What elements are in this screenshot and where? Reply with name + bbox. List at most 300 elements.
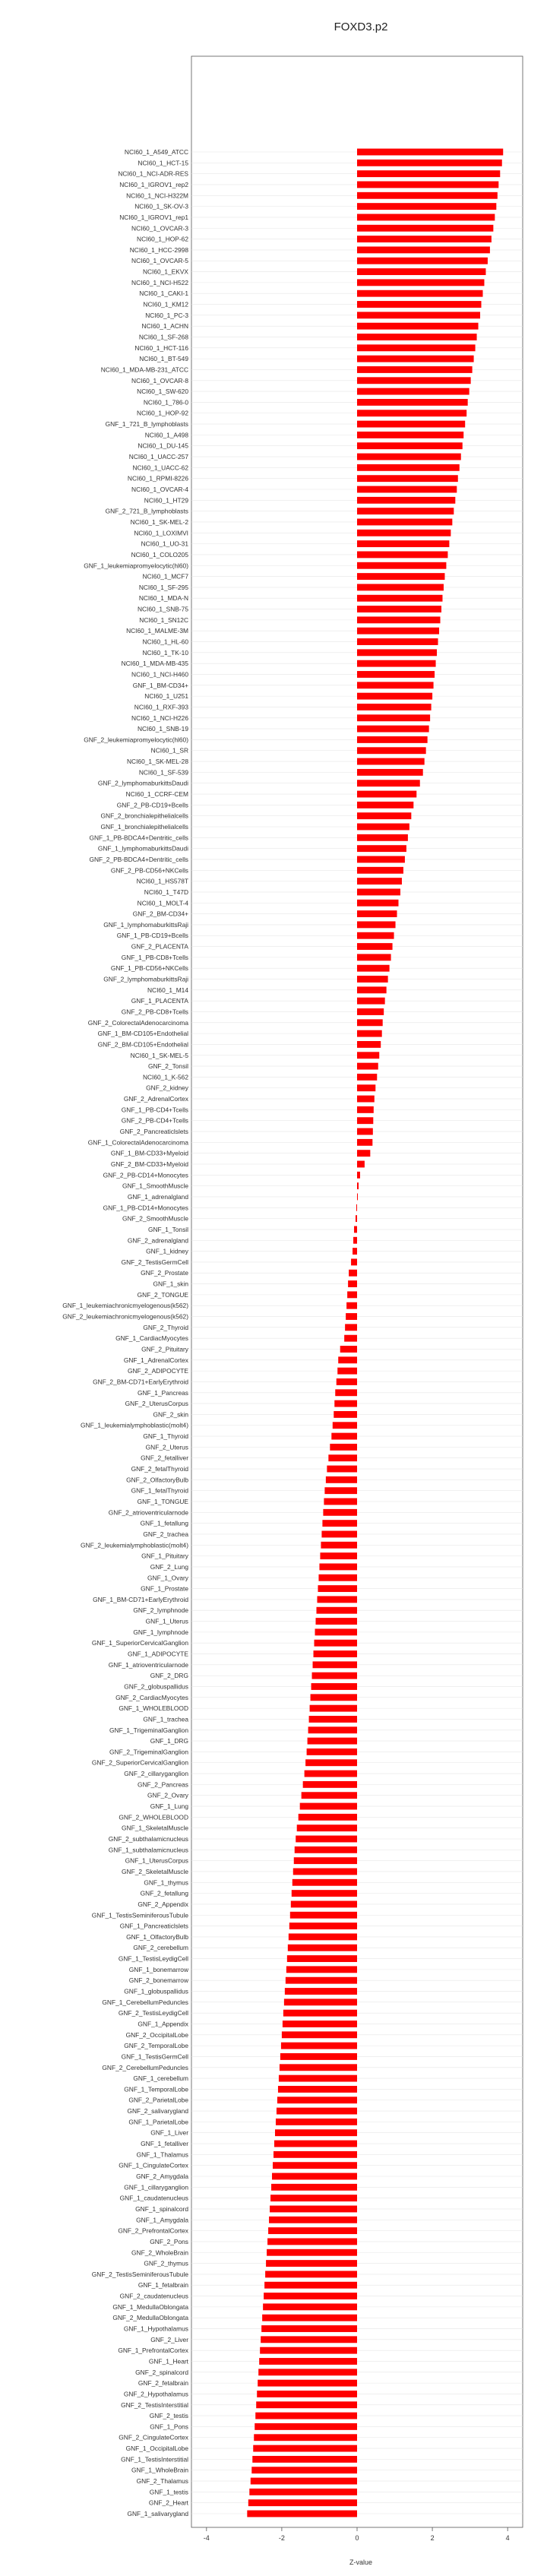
- category-label: GNF_1_lymphomaburkittsDaudi: [97, 844, 188, 853]
- category-label: NCI60_1_SF-268: [138, 333, 188, 341]
- category-label: GNF_1_Appendix: [138, 2020, 188, 2028]
- category-label: GNF_2_testis: [149, 2412, 188, 2420]
- category-label: NCI60_1_OVCAR-5: [131, 257, 188, 265]
- bar: [357, 454, 461, 460]
- category-label: GNF_1_PB-CD56+NKCells: [110, 964, 188, 973]
- bar: [357, 410, 466, 416]
- bar: [357, 769, 423, 776]
- bar: [312, 1673, 357, 1679]
- bar: [357, 747, 426, 754]
- bar: [357, 649, 437, 656]
- category-label: GNF_2_BM-CD71+EarlyErythroid: [93, 1378, 188, 1386]
- category-label: GNF_1_Thyroid: [143, 1432, 188, 1441]
- category-label: GNF_1_BM-CD33+Myeloid: [110, 1149, 188, 1157]
- x-axis-label: Z-value: [349, 2559, 373, 2566]
- x-tick-label: -4: [203, 2534, 210, 2542]
- category-label: GNF_2_Pons: [150, 2237, 188, 2245]
- category-label: NCI60_1_HL-60: [142, 638, 188, 646]
- category-label: GNF_2_caudatenucleus: [119, 2292, 188, 2300]
- category-label: GNF_1_PB-BDCA4+Dentritic_cells: [89, 834, 188, 842]
- bar: [321, 1531, 357, 1538]
- category-label: NCI60_1_NCI-H322M: [126, 191, 188, 200]
- category-label: NCI60_1_NCI-H226: [131, 714, 188, 722]
- category-label: GNF_2_atrioventricularnode: [108, 1508, 188, 1517]
- bar: [267, 2249, 357, 2256]
- bar: [257, 2391, 357, 2397]
- category-label: GNF_1_Pons: [150, 2423, 188, 2431]
- bar: [357, 1008, 384, 1015]
- category-label: GNF_2_fetallung: [140, 1889, 188, 1897]
- category-label: GNF_1_ADIPOCYTE: [127, 1650, 188, 1658]
- bar: [357, 1084, 375, 1091]
- category-label: GNF_2_CingulateCortex: [119, 2433, 188, 2442]
- category-label: NCI60_1_MDA-N: [138, 594, 188, 603]
- bar: [251, 2478, 357, 2485]
- bar: [273, 2162, 357, 2169]
- bar: [357, 323, 479, 330]
- category-label: GNF_1_Tonsil: [147, 1225, 188, 1233]
- category-label: GNF_2_UterusCorpus: [125, 1400, 188, 1408]
- category-label: NCI60_1_HT29: [144, 496, 188, 505]
- bar: [277, 2097, 357, 2103]
- category-label: NCI60_1_SK-MEL-2: [130, 517, 188, 526]
- bar: [357, 986, 387, 993]
- category-label: GNF_1_MedullaOblongata: [112, 2302, 188, 2311]
- bar: [357, 301, 482, 308]
- bar: [330, 1444, 357, 1451]
- category-label: GNF_2_Pancreas: [137, 1780, 188, 1789]
- category-label: GNF_1_OccipitalLobe: [125, 2445, 188, 2453]
- category-label: GNF_2_thymus: [144, 2259, 188, 2267]
- bar: [357, 682, 434, 688]
- category-label: NCI60_1_MDA-MB-231_ATCC: [100, 366, 188, 374]
- bar: [308, 1726, 357, 1733]
- bar: [357, 791, 416, 798]
- category-label: GNF_1_PB-CD8+Tcells: [121, 953, 188, 961]
- bar: [357, 802, 413, 809]
- category-label: NCI60_1_786-0: [143, 398, 188, 407]
- bar: [349, 1270, 357, 1277]
- bar: [294, 1857, 357, 1864]
- category-label: GNF_2_CerebellumPeduncles: [102, 2063, 188, 2071]
- bar: [314, 1650, 357, 1657]
- category-label: GNF_1_Hypothalamus: [123, 2324, 188, 2333]
- category-label: GNF_2_TestisInterstitial: [121, 2400, 188, 2409]
- bar: [266, 2260, 357, 2267]
- category-label: GNF_2_cillaryganglion: [124, 1770, 188, 1778]
- category-label: GNF_1_Lung: [150, 1802, 188, 1811]
- category-label: GNF_1_TestisSeminiferousTubule: [91, 1911, 188, 1919]
- bar: [357, 182, 498, 188]
- category-label: GNF_2_721_B_lymphoblasts: [105, 507, 188, 515]
- bar: [333, 1422, 357, 1429]
- category-label: GNF_1_Thalamus: [136, 2150, 188, 2159]
- category-label: GNF_1_PB-CD4+Tcells: [121, 1106, 188, 1114]
- category-label: GNF_1_globuspallidus: [124, 1987, 188, 1995]
- bar: [357, 149, 503, 156]
- bar: [281, 2043, 357, 2049]
- bar: [261, 2336, 357, 2343]
- bar: [287, 1955, 357, 1962]
- x-axis: [204, 2527, 510, 2542]
- bar: [357, 1030, 382, 1037]
- category-label: GNF_2_OlfactoryBulb: [126, 1476, 188, 1484]
- category-label: NCI60_1_HS578T: [136, 877, 188, 885]
- bar: [357, 366, 473, 373]
- category-label: GNF_2_BM-CD34+: [132, 910, 188, 918]
- bar: [318, 1574, 357, 1581]
- category-label: GNF_2_lymphnode: [133, 1606, 188, 1615]
- category-label: GNF_2_ParietalLobe: [128, 2096, 188, 2104]
- category-label: NCI60_1_DU-145: [138, 441, 188, 450]
- category-label: GNF_2_lymphomaburkittsRaji: [103, 975, 188, 983]
- category-label: GNF_1_Pituitary: [141, 1552, 188, 1560]
- category-label: NCI60_1_NCI-H522: [131, 278, 188, 286]
- bar: [274, 2141, 357, 2147]
- category-label: GNF_2_skin: [153, 1410, 188, 1419]
- bar: [303, 1781, 357, 1788]
- bar: [268, 2227, 357, 2234]
- category-label: GNF_1_cillaryganglion: [124, 2183, 188, 2191]
- bar: [356, 1215, 357, 1222]
- bar: [357, 356, 474, 362]
- bar: [357, 856, 405, 863]
- bar: [357, 921, 396, 928]
- category-label: NCI60_1_ACHN: [141, 322, 188, 331]
- category-label: GNF_1_BM-CD105+Endothelial: [97, 1030, 188, 1038]
- category-label: GNF_1_PrefrontalCortex: [118, 2347, 188, 2355]
- category-label: GNF_2_fetalliver: [141, 1454, 188, 1462]
- category-label: NCI60_1_SK-MEL-5: [130, 1051, 188, 1059]
- bar: [264, 2293, 357, 2299]
- chart-title: FOXD3.p2: [334, 21, 388, 33]
- category-label: GNF_2_Pancreaticlslets: [119, 1128, 188, 1136]
- category-label: GNF_2_Tonsil: [147, 1062, 188, 1071]
- category-label: GNF_2_Thalamus: [136, 2477, 188, 2486]
- bar: [292, 1890, 357, 1897]
- bar: [345, 1324, 357, 1331]
- category-label: GNF_1_fetalbrain: [138, 2281, 188, 2290]
- category-label: GNF_2_PB-CD56+NKCells: [110, 866, 188, 875]
- category-label: NCI60_1_MCF7: [142, 572, 188, 581]
- x-tick-label: -2: [278, 2534, 285, 2542]
- bar: [262, 2315, 357, 2321]
- category-label: GNF_2_Uterus: [145, 1443, 188, 1451]
- category-label: NCI60_1_CAKI-1: [139, 290, 188, 298]
- category-label: GNF_2_TestisLeydigCell: [118, 2009, 188, 2017]
- bar: [357, 508, 454, 514]
- category-label: GNF_1_Prostate: [141, 1584, 188, 1593]
- category-label: NCI60_1_A549_ATCC: [124, 148, 188, 156]
- category-label: GNF_2_Appendix: [138, 1900, 188, 1908]
- bar: [280, 2053, 357, 2060]
- category-label: GNF_2_trachea: [143, 1530, 188, 1538]
- bar: [278, 2086, 357, 2093]
- category-label: NCI60_1_KM12: [143, 300, 188, 309]
- bar: [357, 203, 496, 210]
- bar: [357, 377, 471, 384]
- bar: [357, 834, 408, 841]
- bar: [326, 1476, 357, 1483]
- bar: [337, 1368, 357, 1375]
- category-label: NCI60_1_HCC-2998: [129, 245, 188, 254]
- bar: [283, 2010, 357, 2017]
- category-label: GNF_1_testis: [149, 2488, 188, 2496]
- bar: [274, 2151, 357, 2158]
- bar: [357, 442, 463, 449]
- bar: [315, 1628, 357, 1635]
- bar: [357, 464, 460, 471]
- bar: [357, 540, 449, 547]
- category-label: GNF_1_CingulateCortex: [119, 2161, 188, 2169]
- bar: [282, 2031, 357, 2038]
- bar: [289, 1923, 357, 1929]
- bar: [316, 1618, 358, 1625]
- bar: [357, 812, 411, 819]
- category-label: GNF_2_fetalThyroid: [131, 1465, 188, 1473]
- category-label: NCI60_1_MDA-MB-435: [121, 660, 188, 668]
- bar: [327, 1466, 357, 1473]
- bar: [249, 2489, 357, 2495]
- bar: [357, 551, 447, 558]
- category-label: GNF_1_WHOLEBLOOD: [119, 1704, 188, 1713]
- category-labels: [62, 148, 189, 2517]
- bar: [357, 432, 463, 438]
- category-label: GNF_1_TestisGermCell: [121, 2052, 188, 2061]
- bar: [357, 910, 397, 917]
- category-label: NCI60_1_HCT-116: [134, 343, 188, 352]
- category-label: GNF_2_Hypothalamus: [123, 2390, 188, 2398]
- bar: [357, 236, 492, 242]
- bar: [279, 2075, 357, 2082]
- bar: [357, 1052, 379, 1059]
- bar: [357, 290, 482, 297]
- bar: [248, 2499, 357, 2506]
- category-label: GNF_2_subthalamicnucleus: [108, 1835, 188, 1843]
- bar: [253, 2445, 357, 2452]
- category-label: GNF_1_subthalamicnucleus: [108, 1846, 188, 1854]
- bar: [293, 1869, 357, 1875]
- category-label: GNF_1_Liver: [150, 2128, 188, 2137]
- category-label: NCI60_1_U251: [144, 692, 188, 701]
- bar: [357, 932, 394, 939]
- category-label: GNF_1_Amygdala: [136, 2216, 188, 2224]
- category-label: NCI60_1_NCI-ADR-RES: [118, 169, 188, 178]
- category-label: GNF_2_spinalcord: [135, 2368, 188, 2376]
- bar: [357, 628, 439, 635]
- category-label: GNF_1_CardiacMyocytes: [115, 1334, 188, 1343]
- bar: [297, 1824, 357, 1831]
- bar: [357, 160, 502, 166]
- bar: [334, 1400, 357, 1407]
- bar: [263, 2303, 357, 2310]
- bar: [357, 595, 442, 602]
- category-label: GNF_2_PLACENTA: [131, 942, 188, 951]
- bar: [357, 726, 429, 733]
- bar: [357, 1150, 370, 1157]
- bar: [280, 2064, 357, 2071]
- category-label: NCI60_1_HCT-15: [138, 159, 188, 167]
- category-label: NCI60_1_HOP-62: [137, 235, 188, 243]
- bar: [348, 1280, 357, 1287]
- bar: [357, 421, 465, 428]
- category-label: GNF_2_PB-CD4+Tcells: [121, 1116, 188, 1125]
- category-label: GNF_2_Thyroid: [143, 1323, 188, 1331]
- bar: [275, 2129, 357, 2136]
- bar: [357, 1117, 373, 1124]
- bar: [357, 1063, 378, 1070]
- category-label: GNF_1_leukemiapromyelocytic(hl60): [84, 562, 188, 570]
- category-label: GNF_2_AdrenalCortex: [123, 1095, 188, 1103]
- category-label: NCI60_1_UACC-62: [132, 464, 188, 472]
- category-label: NCI60_1_NCI-H460: [131, 670, 188, 679]
- category-label: GNF_1_Heart: [148, 2357, 188, 2366]
- bar: [357, 943, 393, 950]
- category-label: GNF_1_cerebellum: [133, 2074, 188, 2083]
- category-label: GNF_1_fetalliver: [141, 2140, 188, 2148]
- category-label: GNF_2_bonemarrow: [128, 1976, 188, 1985]
- bar: [357, 388, 470, 395]
- category-label: GNF_2_DRG: [150, 1672, 188, 1680]
- category-label: GNF_1_fetalThyroid: [131, 1486, 188, 1495]
- category-label: GNF_1_bronchialepithelialcells: [100, 823, 188, 831]
- bar: [357, 344, 476, 351]
- category-label: GNF_2_PB-CD8+Tcells: [121, 1008, 188, 1016]
- category-label: GNF_2_salivarygland: [127, 2107, 188, 2116]
- category-label: GNF_1_AdrenalCortex: [123, 1356, 188, 1364]
- bar: [357, 486, 457, 493]
- bar: [317, 1596, 357, 1603]
- category-label: GNF_2_BM-CD105+Endothelial: [97, 1040, 188, 1049]
- bar: [269, 2217, 357, 2223]
- category-label: GNF_1_trachea: [143, 1715, 188, 1723]
- category-label: NCI60_1_SF-295: [138, 583, 188, 591]
- bar: [322, 1520, 357, 1527]
- category-label: NCI60_1_SF-539: [138, 768, 188, 777]
- bar: [313, 1661, 357, 1668]
- bar: [286, 1966, 357, 1973]
- category-label: GNF_1_bonemarrow: [128, 1965, 188, 1973]
- category-label: GNF_1_caudatenucleus: [119, 2194, 188, 2202]
- category-label: NCI60_1_OVCAR-8: [131, 376, 188, 385]
- bar: [276, 2119, 357, 2125]
- bar: [337, 1378, 357, 1385]
- bar: [357, 584, 444, 590]
- category-label: GNF_1_adrenalgland: [127, 1192, 188, 1201]
- bar: [315, 1640, 357, 1647]
- category-label: NCI60_1_BT-549: [139, 355, 188, 363]
- category-label: GNF_1_skin: [153, 1280, 188, 1288]
- category-label: GNF_1_TestisLeydigCell: [118, 1954, 188, 1963]
- bar: [309, 1716, 357, 1723]
- category-label: GNF_2_Heart: [148, 2498, 188, 2507]
- category-label: GNF_1_UterusCorpus: [125, 1856, 188, 1865]
- bar: [255, 2423, 357, 2430]
- category-label: NCI60_1_RXF-393: [134, 703, 188, 711]
- category-label: GNF_1_spinalcord: [135, 2204, 188, 2213]
- bar: [357, 192, 498, 199]
- category-label: GNF_1_TrigeminalGanglion: [109, 1726, 188, 1734]
- category-label: GNF_1_Uterus: [145, 1617, 188, 1625]
- bar: [284, 1998, 357, 2005]
- bar: [357, 714, 430, 721]
- category-label: NCI60_1_CCRF-CEM: [125, 790, 188, 799]
- bar: [247, 2511, 357, 2517]
- bar: [357, 334, 477, 340]
- bar: [357, 660, 436, 667]
- category-label: NCI60_1_PC-3: [145, 311, 188, 319]
- category-label: GNF_2_CardiacMyocytes: [115, 1693, 188, 1701]
- bar: [320, 1552, 357, 1559]
- category-label: GNF_2_Amygdala: [136, 2173, 188, 2180]
- bar: [347, 1291, 357, 1298]
- category-label: NCI60_1_A498: [144, 431, 188, 439]
- category-label: GNF_1_SuperiorCervicalGanglion: [91, 1639, 188, 1647]
- bar: [258, 2380, 357, 2387]
- category-label: NCI60_1_SW-620: [137, 388, 188, 396]
- category-label: GNF_2_WHOLEBLOOD: [119, 1813, 188, 1821]
- bar: [311, 1694, 357, 1701]
- category-label: GNF_1_PB-CD14+Monocytes: [103, 1204, 188, 1212]
- category-label: GNF_2_PB-CD19+Bcells: [116, 801, 188, 809]
- category-label: GNF_2_adrenalgland: [127, 1236, 188, 1245]
- bar: [270, 2206, 357, 2213]
- bar: [357, 845, 406, 852]
- category-label: GNF_1_TestisInterstitial: [121, 2455, 188, 2464]
- category-label: NCI60_1_UO-31: [141, 540, 188, 548]
- category-label: GNF_2_PB-CD14+Monocytes: [103, 1171, 188, 1179]
- bar: [357, 780, 420, 786]
- category-label: GNF_2_bronchialepithelialcells: [100, 812, 188, 820]
- bar: [283, 2021, 357, 2027]
- category-label: GNF_2_kidney: [146, 1084, 188, 1092]
- bar: [357, 1019, 383, 1026]
- bar: [357, 562, 446, 569]
- bar: [324, 1487, 357, 1494]
- category-label: GNF_2_Lung: [150, 1562, 188, 1571]
- category-label: GNF_1_Ovary: [147, 1574, 188, 1582]
- category-label: GNF_1_kidney: [146, 1247, 188, 1255]
- bar: [357, 606, 441, 612]
- bar: [311, 1683, 357, 1690]
- category-label: NCI60_1_EKVX: [142, 267, 188, 276]
- bar: [254, 2434, 357, 2441]
- bar: [300, 1803, 357, 1810]
- category-label: GNF_1_thymus: [144, 1878, 188, 1887]
- category-label: GNF_1_Pancreas: [137, 1388, 188, 1397]
- category-label: NCI60_1_IGROV1_rep2: [119, 180, 188, 188]
- bar: [357, 704, 432, 710]
- bar: [357, 170, 500, 177]
- bar: [299, 1814, 357, 1821]
- x-tick-label: 4: [505, 2534, 510, 2542]
- bar: [353, 1237, 357, 1244]
- category-label: GNF_1_721_B_lymphoblasts: [105, 420, 188, 429]
- bar: [357, 1041, 381, 1048]
- category-label: GNF_2_TemporalLobe: [124, 2042, 188, 2050]
- category-label: NCI60_1_SNB-19: [137, 725, 188, 733]
- bar: [296, 1836, 357, 1843]
- category-label: GNF_2_ADIPOCYTE: [127, 1367, 188, 1375]
- bar: [357, 976, 388, 983]
- bar: [357, 888, 400, 895]
- bar: [357, 1161, 365, 1168]
- bar: [272, 2173, 357, 2180]
- bar: [286, 1977, 357, 1984]
- bar: [354, 1226, 357, 1233]
- category-label: GNF_1_SmoothMuscle: [122, 1182, 188, 1190]
- category-label: GNF_1_WholeBrain: [131, 2466, 188, 2474]
